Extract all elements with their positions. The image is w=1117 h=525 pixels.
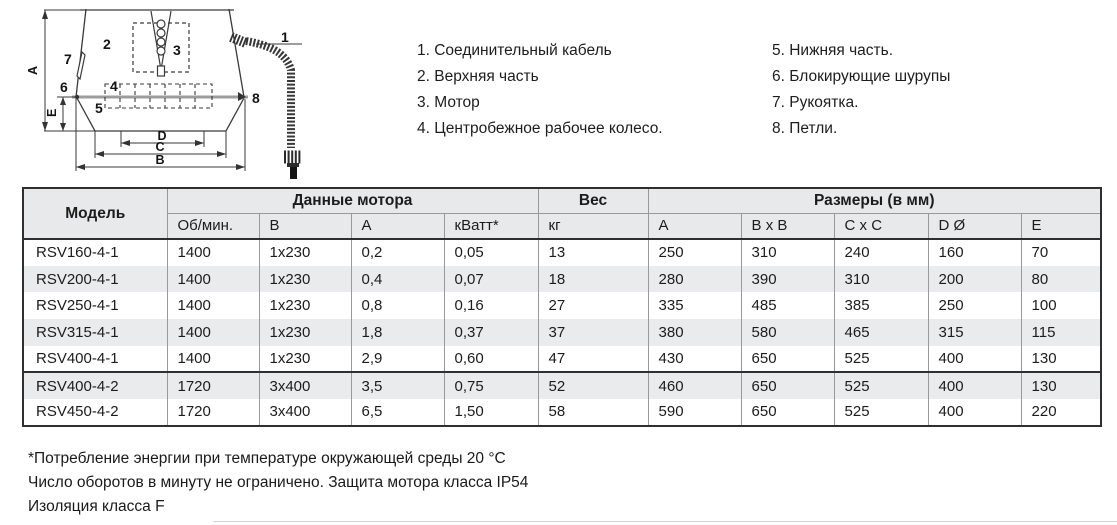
table-cell: 650: [741, 372, 834, 399]
table-cell: 1720: [167, 372, 259, 399]
dimension-arrows: [42, 10, 245, 170]
legend-item: 8. Петли.: [772, 120, 838, 137]
legend-item: 6. Блокирующие шурупы: [772, 68, 951, 85]
table-row: [23, 319, 1101, 346]
table-cell: 335: [648, 292, 741, 319]
table-cell: 47: [538, 346, 648, 373]
table-cell: 485: [741, 292, 834, 319]
table-cell: 430: [648, 346, 741, 373]
table-cell: 0,07: [444, 266, 538, 293]
table-cell: 200: [928, 266, 1021, 293]
table-cell: 390: [741, 266, 834, 293]
col-group-dimensions: Размеры (в мм): [648, 188, 1101, 213]
table-cell: 460: [648, 372, 741, 399]
col-header-volts: В: [259, 213, 351, 239]
model-cell: RSV200-4-1: [23, 266, 167, 293]
table-row: [23, 266, 1101, 293]
table-row: [23, 292, 1101, 319]
spec-table: [22, 187, 1102, 427]
legend-item: 1. Соединительный кабель: [417, 42, 612, 59]
table-cell: 1x230: [259, 266, 351, 293]
table-cell: 525: [834, 372, 928, 399]
footnote-line: Число оборотов в минуту не ограничено. Защита мотора класса IP54: [28, 474, 529, 491]
table-cell: 80: [1021, 266, 1101, 293]
footnote-line: Изоляция класса F: [28, 498, 165, 515]
table-cell: 1400: [167, 319, 259, 346]
table-cell: 1,50: [444, 399, 538, 426]
col-group-weight: Вес: [538, 188, 648, 213]
table-cell: 0,37: [444, 319, 538, 346]
dimension-lines: [44, 10, 245, 171]
legend-item: 2. Верхняя часть: [417, 68, 539, 85]
legend-item: 4. Центробежное рабочее колесо.: [417, 120, 663, 137]
table-cell: 2,9: [351, 346, 444, 373]
table-cell: 400: [928, 399, 1021, 426]
table-cell: 315: [928, 319, 1021, 346]
table-cell: 1x230: [259, 319, 351, 346]
table-cell: 1400: [167, 346, 259, 373]
table-cell: 310: [834, 266, 928, 293]
table-cell: 0,2: [351, 239, 444, 266]
dim-label-c: C: [155, 140, 165, 154]
model-cell: RSV450-4-2: [23, 399, 167, 426]
col-header-amps: А: [351, 213, 444, 239]
spec-table-body: [23, 239, 1101, 426]
table-row: [23, 399, 1101, 426]
page-bottom-rule: [213, 521, 1117, 522]
table-cell: 465: [834, 319, 928, 346]
table-cell: 1,8: [351, 319, 444, 346]
table-cell: 400: [928, 372, 1021, 399]
table-cell: 1400: [167, 292, 259, 319]
table-cell: 6,5: [351, 399, 444, 426]
model-cell: RSV160-4-1: [23, 239, 167, 266]
part-label-3: 3: [173, 42, 181, 58]
table-cell: 1x230: [259, 292, 351, 319]
table-cell: 58: [538, 399, 648, 426]
legend-column-2: [772, 38, 950, 142]
table-cell: 3x400: [259, 372, 351, 399]
col-header-model: Модель: [23, 188, 167, 239]
table-cell: 280: [648, 266, 741, 293]
part-label-2: 2: [103, 36, 111, 52]
table-cell: 240: [834, 239, 928, 266]
part-label-8: 8: [252, 90, 260, 106]
table-cell: 3,5: [351, 372, 444, 399]
table-cell: 27: [538, 292, 648, 319]
table-cell: 250: [648, 239, 741, 266]
table-cell: 220: [1021, 399, 1101, 426]
model-cell: RSV400-4-2: [23, 372, 167, 399]
table-cell: 160: [928, 239, 1021, 266]
table-cell: 400: [928, 346, 1021, 373]
table-cell: 1400: [167, 239, 259, 266]
col-header-rpm: Об/мин.: [167, 213, 259, 239]
table-cell: 70: [1021, 239, 1101, 266]
table-cell: 0,16: [444, 292, 538, 319]
col-header-dim-a: A: [648, 213, 741, 239]
part-label-6: 6: [60, 79, 68, 95]
table-cell: 250: [928, 292, 1021, 319]
table-row: [23, 372, 1101, 399]
table-cell: 3x400: [259, 399, 351, 426]
dim-label-d: D: [157, 129, 167, 143]
table-cell: 115: [1021, 319, 1101, 346]
table-cell: 650: [741, 399, 834, 426]
legend-item: 3. Мотор: [417, 94, 480, 111]
part-label-4: 4: [110, 78, 118, 94]
col-group-motor-data: Данные мотора: [167, 188, 538, 213]
footnotes: [28, 447, 528, 519]
table-row: [23, 346, 1101, 373]
table-cell: 100: [1021, 292, 1101, 319]
col-header-dim-e: E: [1021, 213, 1101, 239]
table-cell: 385: [834, 292, 928, 319]
legend-item: 7. Рукоятка.: [772, 94, 859, 111]
part-label-1: 1: [281, 29, 289, 45]
table-cell: 310: [741, 239, 834, 266]
table-cell: 0,8: [351, 292, 444, 319]
part-label-7: 7: [64, 51, 72, 67]
table-cell: 525: [834, 346, 928, 373]
table-cell: 37: [538, 319, 648, 346]
col-header-kg: кг: [538, 213, 648, 239]
table-cell: 0,75: [444, 372, 538, 399]
col-header-kwatt: кВатт*: [444, 213, 538, 239]
table-cell: 0,05: [444, 239, 538, 266]
table-cell: 650: [741, 346, 834, 373]
table-cell: 52: [538, 372, 648, 399]
cable-drawing: [231, 37, 302, 179]
table-cell: 1720: [167, 399, 259, 426]
handle-shape: [77, 52, 85, 79]
table-cell: 525: [834, 399, 928, 426]
model-cell: RSV250-4-1: [23, 292, 167, 319]
model-cell: RSV315-4-1: [23, 319, 167, 346]
model-cell: RSV400-4-1: [23, 346, 167, 373]
table-cell: 380: [648, 319, 741, 346]
table-cell: 13: [538, 239, 648, 266]
table-cell: 580: [741, 319, 834, 346]
table-cell: 590: [648, 399, 741, 426]
fan-diagram: [0, 0, 395, 185]
table-cell: 1x230: [259, 346, 351, 373]
footnote-line: *Потребление энергии при температуре окружающей среды 20 °C: [28, 450, 506, 467]
table-cell: 18: [538, 266, 648, 293]
table-cell: 130: [1021, 372, 1101, 399]
col-header-dim-d: D Ø: [928, 213, 1021, 239]
table-row: [23, 239, 1101, 266]
table-cell: 130: [1021, 346, 1101, 373]
table-cell: 0,4: [351, 266, 444, 293]
col-header-dim-cxc: C x C: [834, 213, 928, 239]
legend-item: 5. Нижняя часть.: [772, 42, 894, 59]
legend-column-1: [417, 38, 663, 142]
table-cell: 1400: [167, 266, 259, 293]
table-cell: 1x230: [259, 239, 351, 266]
dim-label-a: A: [26, 65, 40, 75]
dim-label-b: B: [155, 153, 165, 167]
part-label-5: 5: [95, 100, 103, 116]
table-cell: 0,60: [444, 346, 538, 373]
col-header-dim-bxb: B x B: [741, 213, 834, 239]
dim-label-e: E: [45, 108, 59, 117]
